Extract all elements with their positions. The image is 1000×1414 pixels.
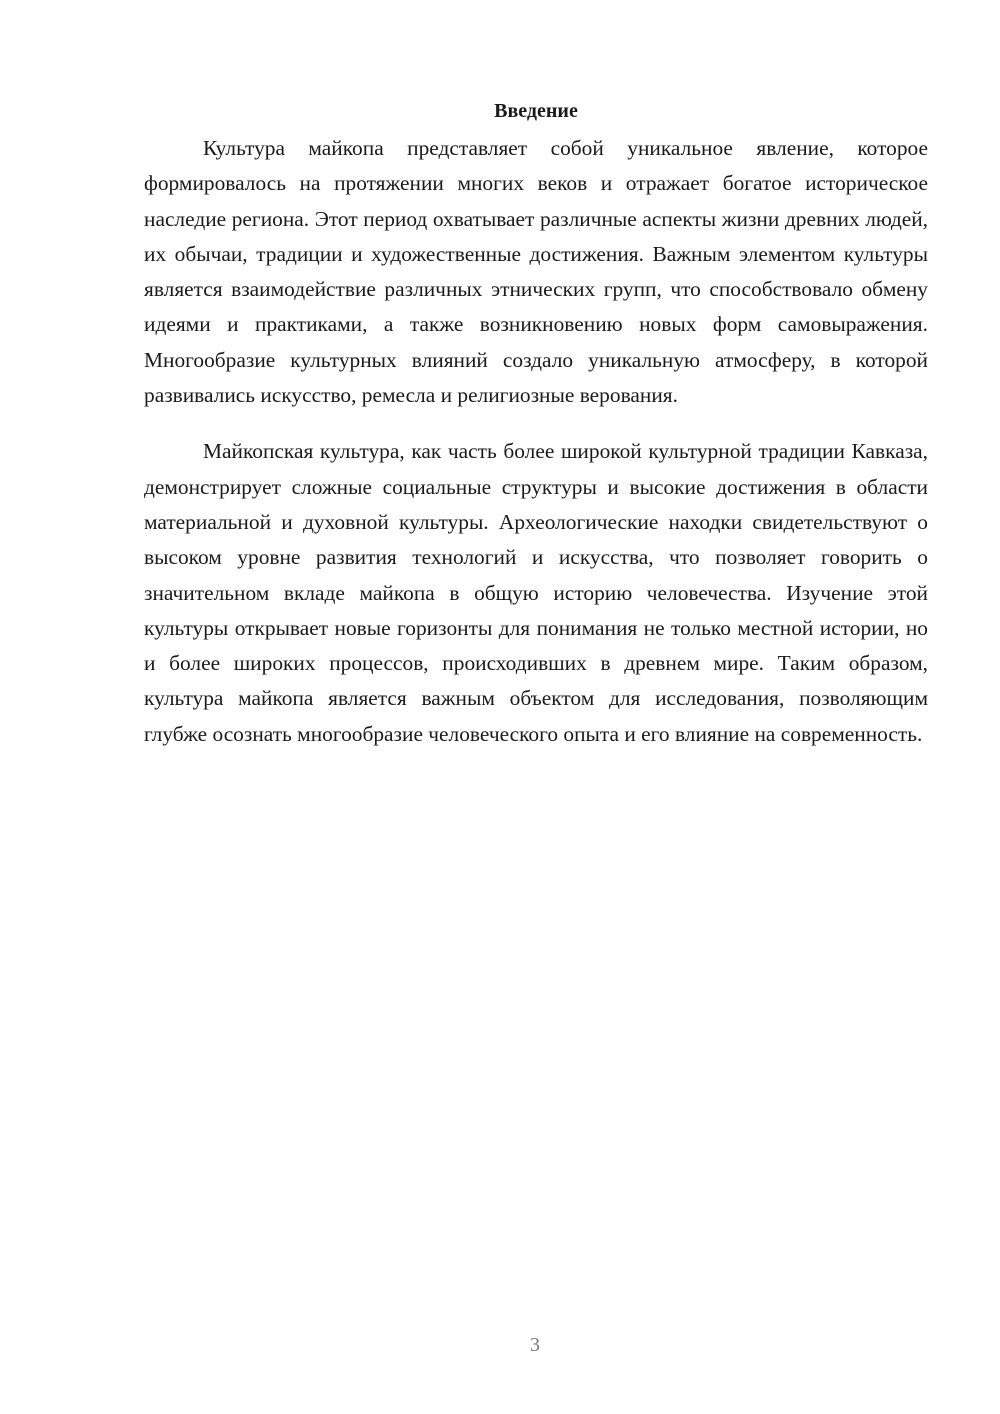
page-content	[144, 95, 928, 752]
paragraph-2: Майкопская культура, как часть более широкой культурной традиции Кавказа, демонстрирует сложные социальные структуры и высокие достижения в области материальной и духовной культуры. Археологические находки свидетельствуют о высоком уровне развития технологий и искусства, что позволяет говорить о значительном вкладе майкопа в общую историю человечества. Изучение этой культуры открывает новые горизонты для понимания не только местной истории, но и более широких процессов, происходивших в древнем мире. Таким образом, культура майкопа является важным объектом для исследования, позволяющим глубже осознать многообразие человеческого опыта и его влияние на современность.	[144, 439, 928, 746]
section-title: Введение	[494, 100, 578, 122]
paragraph-1: Культура майкопа представляет собой уникальное явление, которое формировалось на протяжении многих веков и отражает богатое историческое наследие региона. Этот период охватывает различные аспекты жизни древних людей, их обычаи, традиции и художественные достижения. Важным элементом культуры является взаимодействие различных этнических групп, что способствовало обмену идеями и практиками, а также возникновению новых форм самовыражения. Многообразие культурных влияний создало уникальную атмосферу, в которой развивались искусство, ремесла и религиозные верования.	[144, 136, 928, 408]
page-number: 3	[530, 1334, 540, 1356]
